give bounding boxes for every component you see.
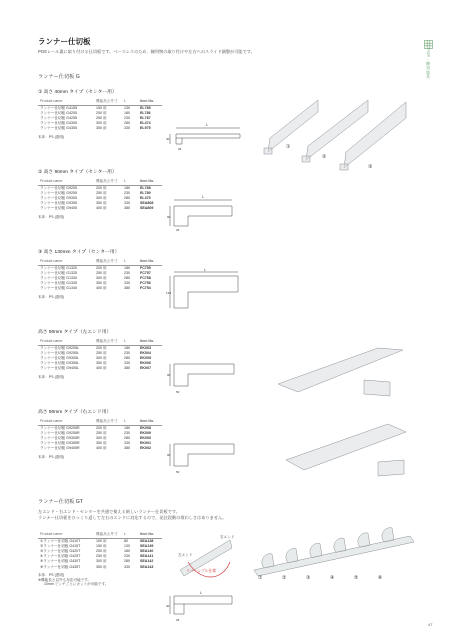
section-label: ③ 高さ 130mm タイプ（センター用） <box>38 250 120 255</box>
spec-table <box>38 339 162 372</box>
table-cell: 330 <box>124 441 130 446</box>
series-gt-title: ランナー仕切板 GT <box>38 499 83 505</box>
table-cell: 200 用 <box>96 425 107 430</box>
gt-material: 本体：PS (透明) <box>38 572 65 577</box>
table-cell: ランナー仕切板 G9255L <box>40 350 79 355</box>
material-note: 本体：PS (透明) <box>38 454 65 459</box>
material-note: 本体：PS (透明) <box>38 374 65 379</box>
table-cell: ⑤ランナー仕切板 G430T <box>40 559 81 564</box>
table-cell: 280 <box>124 559 130 564</box>
table-cell: 130 <box>124 543 130 548</box>
table-cell: ランナー仕切板 G4255 <box>40 116 77 120</box>
table-cell: 350 用 <box>96 126 107 131</box>
spec-table <box>38 419 162 452</box>
table-cell: EK009 <box>140 430 151 435</box>
section-90mm-center <box>38 168 162 220</box>
table-cell: ランナー仕切板 G4305 <box>40 121 77 126</box>
table-cell: 230 <box>124 430 130 435</box>
table-cell: 330 <box>124 361 130 366</box>
table-cell: ランナー仕切板 G4155 <box>40 105 77 110</box>
figure-90mm-dims <box>168 192 238 232</box>
dim-label-90: 90 <box>167 453 171 457</box>
table-cell: 180 <box>124 110 130 115</box>
page-title: ランナー仕切板 <box>38 37 91 46</box>
left-end-divider-illustration <box>278 348 403 396</box>
table-header-cell: Product name <box>38 99 94 105</box>
table-cell: ランナー仕切板 G9405 <box>40 206 77 211</box>
left-end-label: 左エンド <box>178 553 193 557</box>
table-cell: 350 用 <box>96 201 107 206</box>
table-cell: EK005 <box>140 356 151 360</box>
figure-gt-dividers <box>250 530 420 580</box>
table-header-row <box>38 419 162 425</box>
section-label: ② 高さ 90mm タイプ（センター用） <box>38 170 117 175</box>
table-cell: 350 用 <box>96 441 107 446</box>
table-cell: 350 用 <box>96 361 107 366</box>
table-cell: ②ランナー仕切板 G415T <box>40 543 81 548</box>
figure-40mm-dividers <box>168 92 408 172</box>
table-cell: FC756 <box>140 281 151 286</box>
table-cell: 150 用 <box>96 105 107 110</box>
gt-divider-4 <box>334 538 346 552</box>
table-cell: FC757 <box>140 270 151 275</box>
table-cell: SEA143 <box>140 564 154 569</box>
table-cell: ランナー仕切板 G9355L <box>40 361 79 366</box>
table-cell: 250 用 <box>96 350 107 355</box>
section-label: 高さ 90mm タイプ（左エンド用） <box>38 330 112 335</box>
series-gt-desc-2: ランナー仕切板をひっくり返して左右のエンドに対応するので、発注段階の煩わしさはありません。 <box>38 515 227 520</box>
table-row <box>38 105 162 111</box>
table-cell: EL788 <box>140 185 151 190</box>
table-cell: ランナー仕切板 G9355R <box>40 441 80 446</box>
table-cell: ランナー仕切板 G9405L <box>40 366 79 371</box>
table-cell: SEA809 <box>140 206 154 211</box>
table-header-row <box>38 99 162 105</box>
table-cell: 180 <box>124 345 130 350</box>
table-cell: EK003 <box>140 345 151 350</box>
table-header-cell: L <box>122 179 138 185</box>
table-header-cell: Item No. <box>138 532 162 538</box>
gt-rail <box>254 536 414 576</box>
gt-figure-num-2: ② <box>282 575 287 581</box>
table-cell: 300 用 <box>96 559 107 564</box>
table-header-cell: L <box>122 532 138 538</box>
table-header-cell: Item No. <box>138 259 162 265</box>
table-cell: 380 <box>124 366 130 371</box>
table-row <box>38 538 162 544</box>
table-header-cell: Product name <box>38 179 94 185</box>
spec-table-gt <box>38 532 162 570</box>
table-row <box>38 126 162 131</box>
table-cell: EL789 <box>140 190 151 195</box>
table-header-row <box>38 259 162 265</box>
figure-num-1: ① <box>286 144 291 150</box>
table-cell: 180 <box>124 549 130 553</box>
table-cell: 380 <box>124 446 130 451</box>
table-row <box>38 565 162 570</box>
table-header-row <box>38 339 162 345</box>
right-end-divider-illustration <box>286 424 406 476</box>
gt-figure-num-4: ④ <box>330 575 335 581</box>
table-header-cell: L <box>122 99 138 105</box>
table-cell: SEA138 <box>140 538 154 543</box>
table-header-cell: L <box>122 419 138 425</box>
table-cell: SEA140 <box>140 549 154 553</box>
table-cell: 200 用 <box>96 345 107 350</box>
table-cell: ランナー仕切板 G9255R <box>40 430 80 435</box>
table-cell: 230 <box>124 270 130 275</box>
table-header-cell: 機能高さ外寸 <box>94 339 122 345</box>
table-cell: SEA808 <box>140 201 154 206</box>
table-cell: EK004 <box>140 350 151 355</box>
table-cell: ランナー仕切板 G9305L <box>40 356 79 360</box>
gt-divider-5 <box>358 533 370 547</box>
table-header-cell: L <box>122 339 138 345</box>
table-cell: ランナー仕切板 G9205L <box>40 345 79 350</box>
table-cell: 350 用 <box>96 281 107 286</box>
dim-label-25: 25 <box>176 228 180 232</box>
table-cell: 100 用 <box>96 538 107 543</box>
dim-label-25: 25 <box>178 147 182 151</box>
figure-left-end <box>168 340 408 402</box>
table-cell: ランナー仕切板 G9405R <box>40 446 80 451</box>
table-cell: 400 用 <box>96 206 107 211</box>
table-header-cell: 機能高さ外寸 <box>94 419 122 425</box>
table-cell: ランナー仕切板 G9255 <box>40 190 77 195</box>
table-header-cell: 機能高さ外寸 <box>94 532 122 538</box>
table-cell: 200 用 <box>96 185 107 190</box>
table-cell: EL475 <box>140 196 151 200</box>
table-cell: SEA142 <box>140 559 154 564</box>
table-cell: 400 用 <box>96 286 107 291</box>
material-note: 本体：PS (透明) <box>38 214 65 219</box>
table-cell: 180 <box>124 265 130 270</box>
table-cell: 230 <box>124 554 130 559</box>
table-cell: ④ランナー仕切板 G425T <box>40 554 81 559</box>
table-cell: FC754 <box>140 286 151 291</box>
table-header-cell: 機能高さ外寸 <box>94 259 122 265</box>
dim-diagram-40 <box>170 128 240 144</box>
material-note: 本体：PS (透明) <box>38 134 65 139</box>
table-header-row <box>38 179 162 185</box>
table-row <box>38 206 162 211</box>
table-cell: 300 用 <box>96 276 107 280</box>
dim-label-40: 40 <box>166 604 170 608</box>
table-cell: 300 用 <box>96 356 107 360</box>
dim-label-25: 25 <box>176 618 180 622</box>
dim-label-L: L <box>200 591 202 595</box>
table-header-cell: 機能高さ外寸 <box>94 99 122 105</box>
table-cell: 380 <box>124 206 130 211</box>
gt-divider-3 <box>310 543 322 557</box>
gt-divider-2 <box>286 548 298 562</box>
gt-figure-num-5: ⑤ <box>354 575 359 581</box>
table-cell: 330 <box>124 564 130 569</box>
table-cell: ランナー仕切板 G4355 <box>40 126 77 131</box>
table-header-cell: Product name <box>38 419 94 425</box>
table-cell: EL787 <box>140 116 151 120</box>
table-cell: EK007 <box>140 366 151 371</box>
table-header-cell: Item No. <box>138 419 162 425</box>
spec-table <box>38 259 162 292</box>
page-description: POSレール裏に取り付ける仕切板です。ベースレスのため、陳列物の取り付けや左右へのスライド調整が可能です。 <box>38 49 255 54</box>
table-cell: ランナー仕切板 G4205 <box>40 110 77 115</box>
gt-note1: ※機能長さ以外も対応可能です。 <box>38 577 92 582</box>
table-cell: FC755 <box>140 265 151 270</box>
table-cell: ランナー仕切板 G1320 <box>40 265 77 270</box>
section-40mm-center <box>38 88 162 140</box>
gt-divider-6 <box>382 528 394 542</box>
table-cell: EK008 <box>140 425 151 430</box>
right-end-label: 右エンド <box>220 535 235 539</box>
table-cell: EK002 <box>140 446 151 451</box>
table-cell: EL474 <box>140 121 151 126</box>
dim-label-90: 90 <box>167 373 171 377</box>
page-number: 47 <box>428 622 433 627</box>
reversible-label: リバーシブル仕様 <box>186 569 217 573</box>
table-header-row <box>38 532 162 538</box>
table-cell: 380 <box>124 286 130 291</box>
table-cell: 250 用 <box>96 554 107 559</box>
table-cell: 200 用 <box>96 549 107 553</box>
dim-label-90: 90 <box>167 215 171 219</box>
table-cell: 280 <box>124 356 130 360</box>
gt-divider-1 <box>262 554 274 568</box>
table-row <box>38 366 162 371</box>
table-header-cell: 機能高さ外寸 <box>94 179 122 185</box>
material-note: 本体：PS (透明) <box>38 294 65 299</box>
table-cell: 300 用 <box>96 196 107 200</box>
dim-label-L: L <box>204 268 206 272</box>
table-cell: EK001 <box>140 441 151 446</box>
table-cell: ランナー仕切板 G9355 <box>40 201 77 206</box>
gt-figure-num-1: ① <box>258 575 263 581</box>
table-cell: 130 <box>124 105 130 110</box>
table-cell: ランナー仕切板 G1325 <box>40 270 77 275</box>
gt-figure-num-6: ⑥ <box>378 575 383 581</box>
table-header-cell: Item No. <box>138 339 162 345</box>
table-cell: 280 <box>124 196 130 200</box>
figure-130mm-dims <box>168 268 248 312</box>
table-cell: 250 用 <box>96 270 107 275</box>
section-130mm-center <box>38 248 162 300</box>
table-cell: 180 <box>124 185 130 190</box>
table-cell: 200 用 <box>96 265 107 270</box>
table-row <box>38 559 162 564</box>
table-cell: EK000 <box>140 436 151 440</box>
table-cell: 330 <box>124 201 130 206</box>
table-cell: EL786 <box>140 110 151 115</box>
table-cell: 300 用 <box>96 121 107 126</box>
table-cell: FC758 <box>140 276 151 280</box>
dim-label-50: 50 <box>176 390 180 394</box>
table-cell: 280 <box>124 276 130 280</box>
table-cell: SEA139 <box>140 543 154 548</box>
series-gt-desc-1: 左エンド・右エンド・センターを共通で使える新しいランナー仕切板です。 <box>38 509 180 514</box>
table-cell: ランナー仕切板 G1340 <box>40 286 77 291</box>
table-cell: 80 <box>124 538 128 543</box>
figure-num-3: ③ <box>368 164 373 170</box>
table-header-cell: Item No. <box>138 99 162 105</box>
table-cell: ①ランナー仕切板 G410T <box>40 538 81 543</box>
figure-num-2: ② <box>322 154 327 160</box>
table-cell: ランナー仕切板 G9205 <box>40 185 77 190</box>
side-category-label: POP・陳列器具 <box>426 48 431 79</box>
gt-note2: 10mm ピッチごとにカットが可能です。 <box>44 582 109 587</box>
table-cell: ランナー仕切板 G9205R <box>40 425 80 430</box>
figure-right-end <box>168 420 408 482</box>
dim-label-130: 130 <box>166 291 172 295</box>
table-cell: 400 用 <box>96 446 107 451</box>
figure-gt-reversible <box>160 530 250 590</box>
dim-label-40: 40 <box>166 137 170 141</box>
table-cell: 280 <box>124 436 130 440</box>
table-cell: ランナー仕切板 G9305 <box>40 196 77 200</box>
table-cell: ランナー仕切板 G9305R <box>40 436 80 440</box>
table-cell: EL785 <box>140 105 151 110</box>
table-cell: EL975 <box>140 126 151 131</box>
section-gt <box>38 532 162 587</box>
section-label: 高さ 90mm タイプ（右エンド用） <box>38 410 112 415</box>
table-row <box>38 446 162 451</box>
table-cell: 230 <box>124 350 130 355</box>
table-header-cell: Product name <box>38 339 94 345</box>
table-cell: 250 用 <box>96 430 107 435</box>
table-cell: 330 <box>124 281 130 286</box>
table-header-cell: L <box>122 259 138 265</box>
series-g-title: ランナー仕切板 G <box>38 74 80 80</box>
table-cell: ③ランナー仕切板 G420T <box>40 549 81 553</box>
section-90mm-right-end <box>38 408 162 460</box>
table-row <box>38 265 162 271</box>
table-cell: 300 用 <box>96 436 107 440</box>
table-cell: 230 <box>124 116 130 120</box>
figure-gt-dims <box>168 590 238 624</box>
spec-table <box>38 99 162 132</box>
dim-label-L: L <box>202 195 204 199</box>
table-cell: ⑥ランナー仕切板 G435T <box>40 564 81 569</box>
table-cell: 180 <box>124 425 130 430</box>
table-header-cell: Item No. <box>138 179 162 185</box>
grid-icon <box>424 36 433 45</box>
divider-illustration-3 <box>340 102 406 170</box>
gt-figure-num-3: ③ <box>306 575 311 581</box>
dim-label-L: L <box>206 123 208 127</box>
dim-label-50: 50 <box>176 470 180 474</box>
table-cell: 230 <box>124 190 130 195</box>
table-cell: SEA141 <box>140 554 154 559</box>
table-cell: 250 用 <box>96 190 107 195</box>
table-cell: 280 <box>124 121 130 126</box>
table-header-cell: Product name <box>38 532 94 538</box>
table-row <box>38 345 162 351</box>
table-cell: 400 用 <box>96 366 107 371</box>
table-header-cell: Product name <box>38 259 94 265</box>
table-cell: 250 用 <box>96 116 107 120</box>
table-row <box>38 185 162 191</box>
table-row <box>38 286 162 291</box>
table-cell: EK006 <box>140 361 151 366</box>
section-label: ① 高さ 40mm タイプ（センター用） <box>38 90 117 95</box>
table-cell: 330 <box>124 126 130 131</box>
section-90mm-left-end <box>38 328 162 380</box>
spec-table <box>38 179 162 212</box>
table-cell: 200 用 <box>96 110 107 115</box>
table-cell: ランナー仕切板 G1335 <box>40 281 77 286</box>
table-row <box>38 425 162 431</box>
table-cell: 350 用 <box>96 564 107 569</box>
table-cell: ランナー仕切板 G1330 <box>40 276 77 280</box>
table-cell: 150 用 <box>96 543 107 548</box>
